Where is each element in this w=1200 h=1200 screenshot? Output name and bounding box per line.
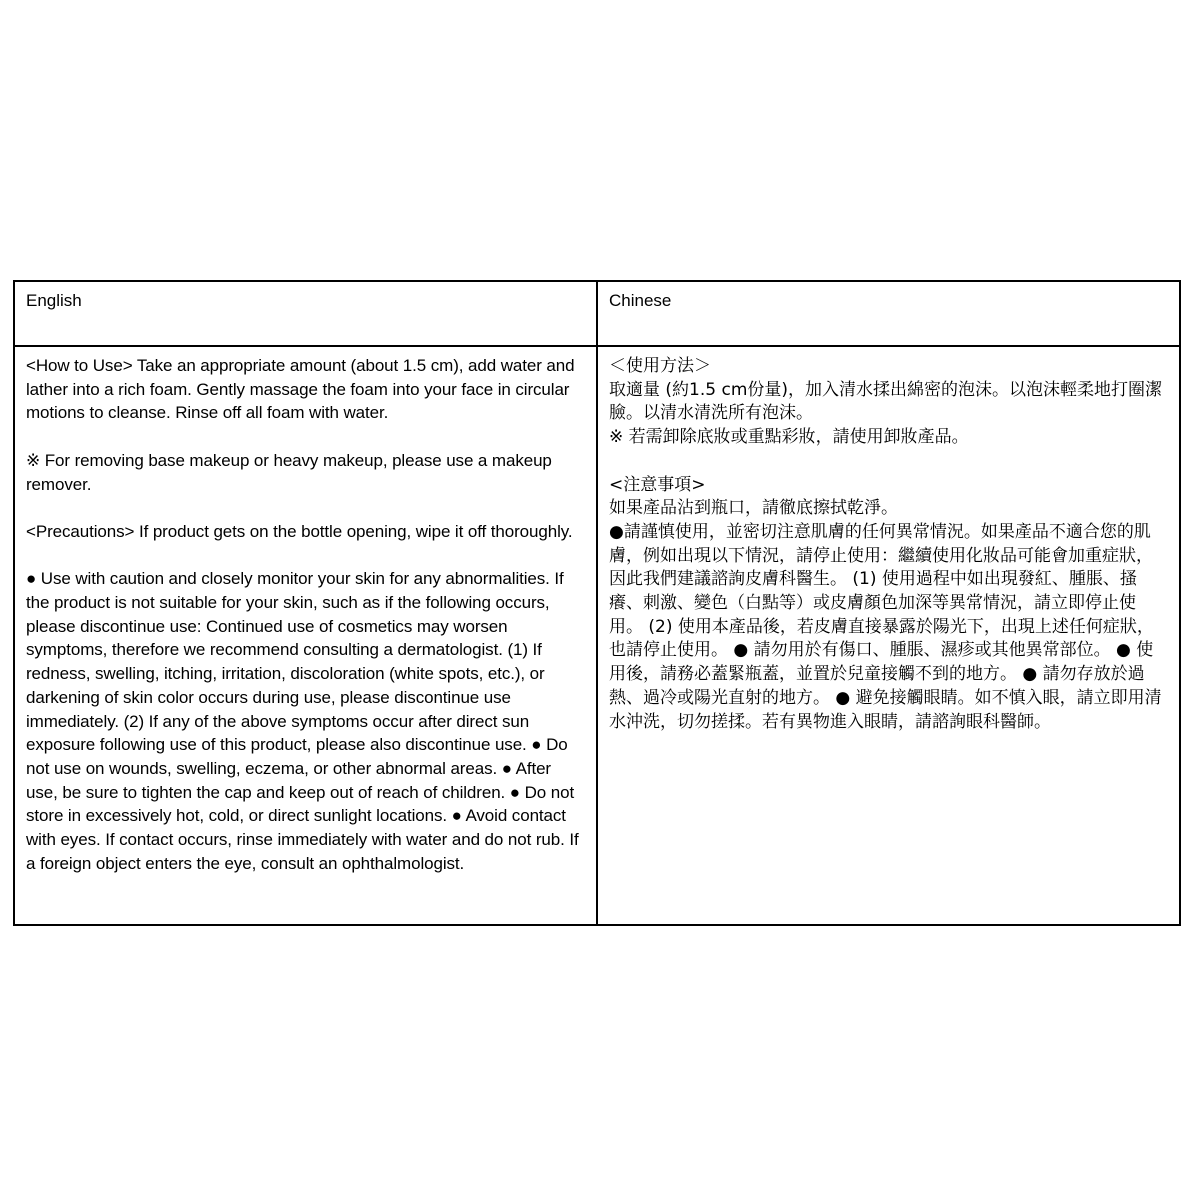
bilingual-instructions-table: [13, 280, 1181, 926]
chinese-precautions-heading: <注意事項>: [609, 474, 706, 495]
chinese-cautions: ●請謹慎使用，並密切注意肌膚的任何異常情況。如果產品不適合您的肌膚，例如出現以下情況，請停止使用：繼續使用化妝品可能會加重症狀，因此我們建議諮詢皮膚科醫生。 (1) 使用過程中如出現發紅、腫脹、搔癢、刺激、變色（白點等）或皮膚顏色加深等異常情況，請立即停止使用。 (2) 使用本產品後，若皮膚直接暴露於陽光下，出現上述任何症狀，也請停止使用。 ● 請勿用於有傷口、腫脹、濕疹或其他異常部位。 ● 使用後，請務必蓋緊瓶蓋，並置於兒童接觸不到的地方。 ● 請勿存放於過熱、過冷或陽光直射的地方。 ● 避免接觸眼睛。如不慎入眼，請立即用清水沖洗，切勿搓揉。若有異物進入眼睛，請諮詢眼科醫師。: [609, 521, 1162, 732]
english-how-to-use: <How to Use> Take an appropriate amount (about 1.5 cm), add water and lather into a rich foam. Gently massage the foam into your face in circular motions to cleanse. Rinse off all foam with water.: [26, 356, 575, 423]
english-text-cell: [15, 347, 598, 924]
chinese-how-to-use: 取適量 (約1.5 cm份量)，加入清水揉出綿密的泡沫。以泡沫輕柔地打圈潔臉。以清水清洗所有泡沫。: [609, 379, 1163, 424]
chinese-how-to-use-heading: ＜使用方法＞: [609, 356, 711, 376]
english-column-header: [15, 282, 598, 347]
english-cautions: ● Use with caution and closely monitor your skin for any abnormalities. If the product is not suitable for your skin, such as if the following occurs, please discontinue use: Continued use of cosmetics may worsen symptoms, therefore we recommend consulting a dermatologist. (1) If redness, swelling, itching, irritation, discoloration (white spots, etc.), or darkening of skin color occurs during use, please discontinue use immediately. (2) If any of the above symptoms occur after direct sun exposure following use of this product, please also discontinue use. ● Do not use on wounds, swelling, eczema, or other abnormal areas. ● After use, be sure to tighten the cap and keep out of reach of children. ● Do not store in excessively hot, cold, or direct sunlight locations. ● Avoid contact with eyes. If contact occurs, rinse immediately with water and do not rub. If a foreign object enters the eye, consult an ophthalmologist.: [26, 569, 579, 873]
english-makeup-note: ※ For removing base makeup or heavy makeup, please use a makeup remover.: [26, 450, 552, 494]
english-precautions: <Precautions> If product gets on the bottle opening, wipe it off thoroughly.: [26, 521, 573, 541]
chinese-header-label: Chinese: [609, 291, 672, 310]
chinese-column-header: [598, 282, 1179, 347]
english-header-label: English: [26, 291, 82, 310]
chinese-precautions: 如果產品沾到瓶口，請徹底擦拭乾淨。: [609, 498, 898, 519]
chinese-makeup-note: ※ 若需卸除底妝或重點彩妝，請使用卸妝產品。: [609, 427, 969, 448]
chinese-text-cell: [598, 347, 1179, 924]
